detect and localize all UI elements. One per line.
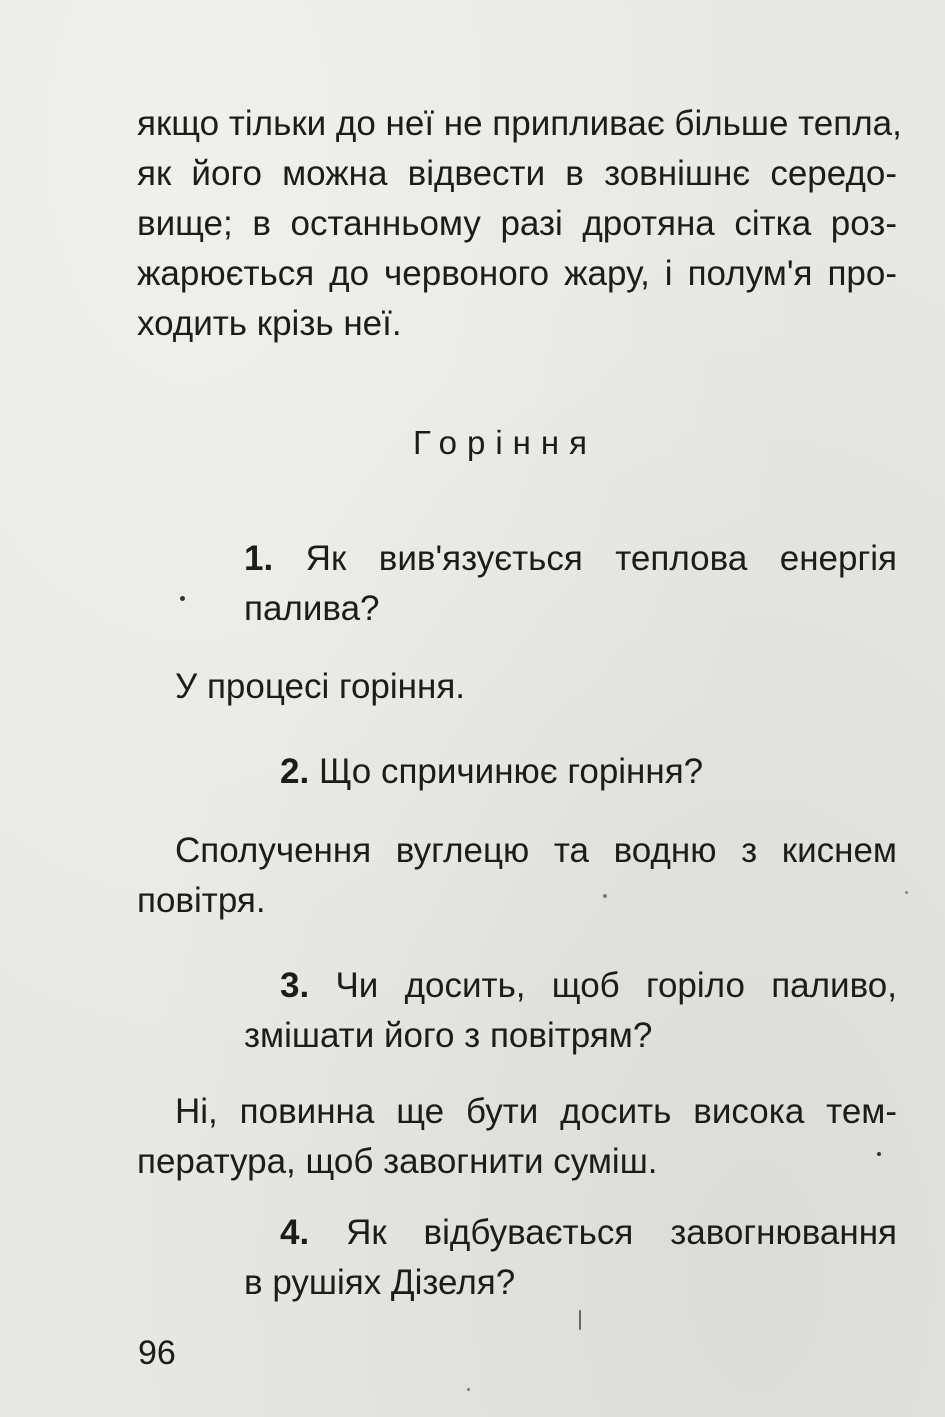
question-number: 1. bbox=[244, 539, 274, 578]
question-2 bbox=[280, 747, 897, 797]
question-line: в рушіях Дізеля? bbox=[244, 1263, 516, 1302]
print-speck bbox=[877, 1152, 881, 1156]
question-line: змішати його з повітрям? bbox=[244, 1016, 653, 1055]
question-1 bbox=[244, 534, 897, 634]
section-heading: Горіння bbox=[412, 424, 598, 461]
print-speck bbox=[905, 891, 908, 894]
print-speck bbox=[579, 1310, 581, 1330]
print-speck bbox=[467, 1388, 470, 1391]
question-line: 1. Як вив'язується теплова енергія bbox=[244, 539, 897, 578]
answer-line: У процесі горіння. bbox=[175, 667, 465, 706]
answer-3 bbox=[137, 1087, 897, 1187]
answer-2 bbox=[137, 826, 897, 926]
question-line: палива? bbox=[244, 589, 380, 628]
text-line: як його можна відвести в зовнішнє середо- bbox=[137, 154, 897, 193]
print-speck bbox=[603, 894, 607, 898]
page-number: 96 bbox=[138, 1334, 176, 1372]
question-number: 4. bbox=[280, 1213, 310, 1252]
print-speck bbox=[180, 596, 185, 601]
answer-1 bbox=[175, 662, 897, 712]
question-4 bbox=[244, 1208, 897, 1308]
answer-line: повітря. bbox=[137, 881, 266, 920]
answer-line: Ні, повинна ще бути досить висока тем- bbox=[175, 1092, 897, 1131]
answer-line: пература, щоб завогнити суміш. bbox=[137, 1142, 658, 1181]
question-line: 2. Що спричинює горіння? bbox=[280, 752, 704, 791]
question-number: 2. bbox=[280, 752, 310, 791]
question-3 bbox=[244, 961, 897, 1061]
text-line: якщо тільки до неї не припливає більше тепла, bbox=[137, 104, 902, 143]
intro-paragraph bbox=[137, 99, 902, 349]
question-line: 3. Чи досить, щоб горіло паливо, bbox=[280, 966, 897, 1005]
answer-line: Сполучення вуглецю та водню з киснем bbox=[175, 831, 897, 870]
text-line: жарюється до червоного жару, і полум'я про- bbox=[137, 254, 897, 293]
question-line: 4. Як відбувається завогнювання bbox=[280, 1213, 897, 1252]
text-line: вище; в останньому разі дротяна сітка роз- bbox=[137, 204, 897, 243]
question-number: 3. bbox=[280, 966, 310, 1005]
text-line: ходить крізь неї. bbox=[137, 304, 402, 343]
